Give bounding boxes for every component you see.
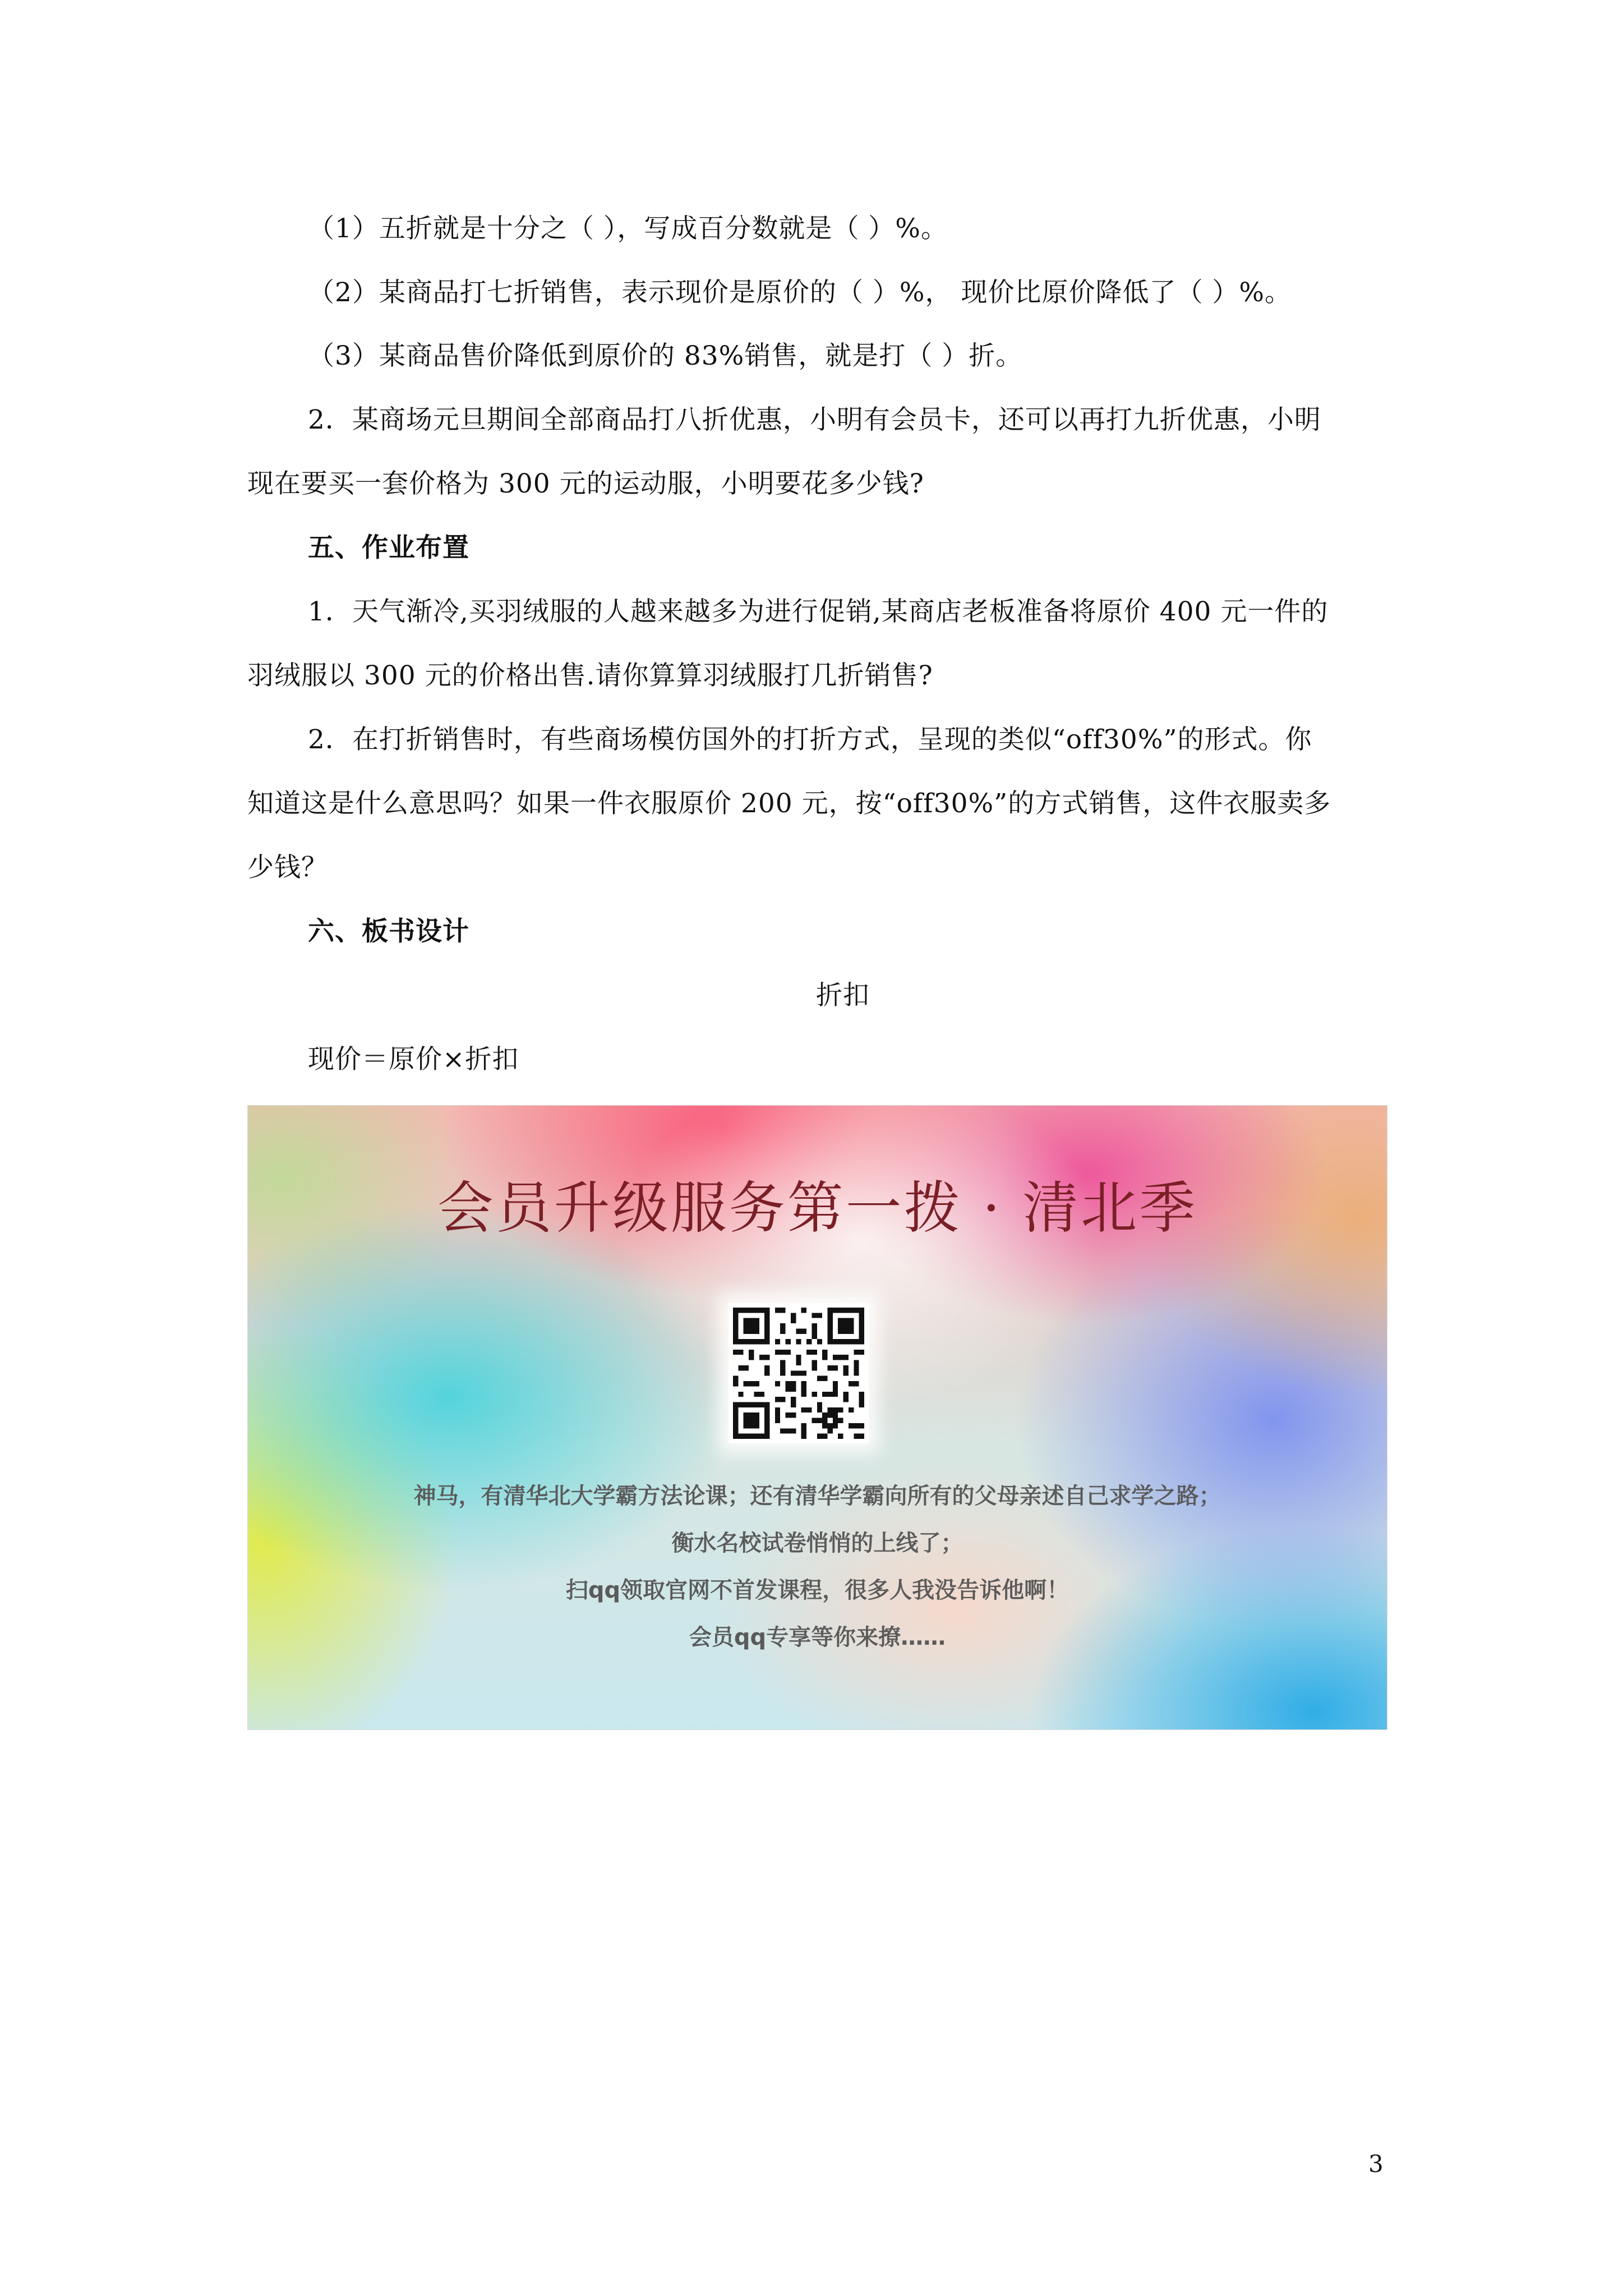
section-heading-homework: 五、作业布置	[308, 532, 469, 563]
promo-banner[interactable]	[247, 1105, 1387, 1730]
qr-code[interactable]	[728, 1303, 869, 1443]
banner-line-4: 会员qq专享等你来撩……	[689, 1625, 946, 1650]
banner-line-3: 扫qq领取官网不首发课程，很多人我没告诉他啊！	[565, 1577, 1069, 1603]
homework-2-line-1: 2．在打折销售时，有些商场模仿国外的打折方式，呈现的类似“off30%”的形式。你	[308, 724, 1312, 755]
homework-2-line-2: 知道这是什么意思吗？如果一件衣服原价 200 元，按“off30%”的方式销售，这件衣服卖多	[247, 788, 1331, 819]
page-number: 3	[1368, 2150, 1384, 2178]
fill-blank-question-3: （3）某商品售价降低到原价的 83%销售，就是打（ ）折。	[308, 341, 1023, 371]
fill-blank-question-2: （2）某商品打七折销售，表示现价是原价的（ ）%， 现价比原价降低了（ ）%。	[308, 277, 1292, 308]
section-heading-board-design: 六、板书设计	[308, 916, 469, 947]
exercise-2-line-2: 现在要买一套价格为 300 元的运动服，小明要花多少钱?	[247, 468, 924, 499]
qr-code-icon	[733, 1308, 864, 1439]
exercise-2-line-1: 2．某商场元旦期间全部商品打八折优惠，小明有会员卡，还可以再打九折优惠，小明	[308, 404, 1321, 435]
board-title: 折扣	[816, 980, 870, 1011]
homework-2-line-3: 少钱？	[247, 852, 328, 883]
banner-line-2: 衡水名校试卷悄悄的上线了；	[671, 1530, 963, 1556]
board-formula: 现价＝原价×折扣	[308, 1044, 519, 1075]
fill-blank-question-1: （1）五折就是十分之（ ），写成百分数就是（ ）%。	[308, 213, 948, 244]
banner-line-1: 神马，有清华北大学霸方法论课；还有清华学霸向所有的父母亲述自己求学之路；	[413, 1483, 1221, 1509]
homework-1-line-2: 羽绒服以 300 元的价格出售.请你算算羽绒服打几折销售?	[247, 660, 933, 691]
banner-title: 会员升级服务第一拨 · 清北季	[437, 1175, 1198, 1241]
homework-1-line-1: 1．天气渐冷,买羽绒服的人越来越多为进行促销,某商店老板准备将原价 400 元一件的	[308, 596, 1329, 627]
